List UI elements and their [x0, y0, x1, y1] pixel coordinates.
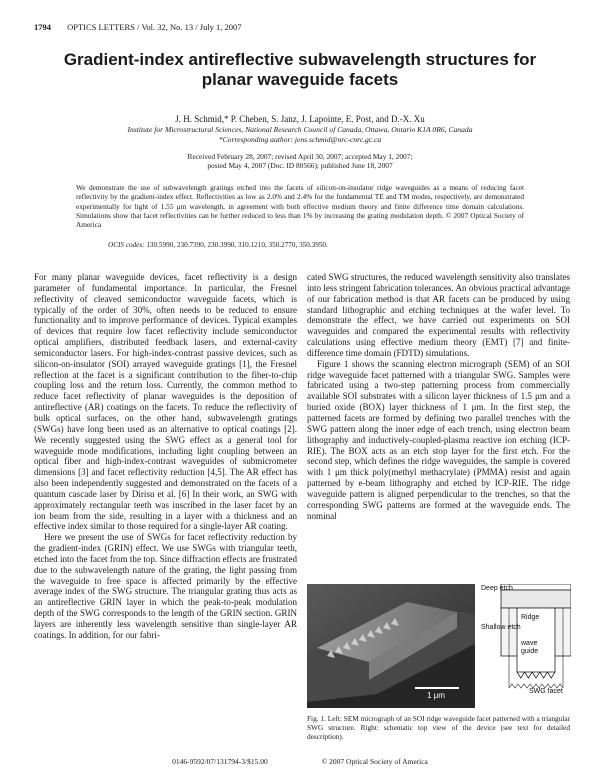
- received-line-1: Received February 28, 2007; revised April 30, 2007; accepted May 1, 2007;: [187, 152, 413, 161]
- ocis-values: 130.5990, 230.7390, 230.3990, 310.1210, 350.2770, 350.3950.: [146, 241, 328, 249]
- ridge-label: Ridge: [521, 614, 540, 621]
- received-line-2: posted May 4, 2007 (Doc. ID 80566); published June 18, 2007: [207, 161, 393, 171]
- waveguide-label: wave guide: [521, 640, 539, 655]
- left-column: [34, 272, 297, 641]
- body-paragraph: Here we present the use of SWGs for facet reflectivity reduction by the gradient-index (GRIN) effect. We use SWGs with triangular teeth, etched into the facet from the top. Since diffraction effects are frustrated due to the subwavelength nature of the grating, the light passing from the waveguide to free space is affected primarily by the effective average index of the SWG structure. The triangular grating thus acts as an antireflective GRIN layer in which the peak-to-peak modulation depth of the SWG corresponds to the length of the GRIN section. GRIN layers are inherently less wavelength sensitive than single-layer AR coatings. In addition, for our fabri-: [34, 532, 297, 640]
- affiliation-block: [40, 125, 560, 145]
- deep-etch-label: Deep etch: [481, 585, 513, 592]
- paper-title: Gradient-index antireflective subwavelength structures for planar waveguide facets: [63, 50, 537, 89]
- running-header: [34, 22, 566, 32]
- right-column: [307, 272, 570, 521]
- body-paragraph: Figure 1 shows the scanning electron micrograph (SEM) of an SOI ridge waveguide facet patterned with a triangular SWG. Samples were fabricated using a two-step patterning process from commercially available SOI substrates with a silicon layer thickness of 1.5 μm and a buried oxide (BOX) layer thickness of 1 μm. In the first step, the patterned facets are formed by defining two parallel trenches with the SWG pattern along the inner edge of each trench, using electron beam lithography and inductively-coupled-plasma reactive ion etching (ICP-RIE). The BOX acts as an etch stop layer for the first etch. For the second step, which defines the ridge waveguides, the sample is covered with 1 μm thick poly(methyl methacrylate) (PMMA) resist and again patterned by e-beam lithography and etched by ICP-RIE. The ridge waveguide pattern is aligned perpendicular to the trenches, so that the corresponding SWG patterns are formed at the waveguide ends. The nominal: [307, 358, 570, 521]
- author-list: J. H. Schmid,* P. Cheben, S. Janz, J. Lapointe, E. Post, and D.-X. Xu: [175, 114, 425, 124]
- body-paragraph: cated SWG structures, the reduced wavelength sensitivity also translates into less stringent fabrication tolerances. An obvious practical advantage of our fabrication method is that AR facets can be produced by using standard lithographic and etching techniques at the wafer level. To demonstrate the effect, we have carried out experiments on SOI waveguides and compared the experimental results with reflectivity calculations using effective medium theory (EMT) [7] and finite-difference time domain (FDTD) simulations.: [307, 272, 570, 358]
- publication-history: [60, 152, 540, 171]
- sem-image: [307, 584, 475, 708]
- swg-facet-label: SWG facet: [529, 688, 563, 695]
- body-paragraph: For many planar waveguide devices, facet reflectivity is a design parameter of fundamental importance. In particular, the Fresnel reflectivity of cleaved semiconductor waveguide facets, which is typically of the order of 30%, often needs to be reduced to ensure functionality and to improve performance of devices. Typical examples of devices that require low facet reflectivity include semiconductor optical amplifiers, distributed feedback lasers, and external-cavity semiconductor lasers. For high-index-contrast passive devices, such as silicon-on-insulator (SOI) arrayed waveguide gratings [1], the Fresnel reflection at the facet is a significant contribution to the fiber-to-chip coupling loss and the return loss. Currently, the common method to reduce facet reflectivity of planar waveguides is the deposition of antireflective (AR) coatings on the facets. To reduce the reflectivity of bulk optical surfaces, on the other hand, subwavelength gratings (SWGs) have long been used as an alternative to optical coatings [2]. We recently suggested using the SWG effect as a general tool for waveguide mode modifications, including light coupling between an optical fiber and high-index-contrast waveguides of submicrometer dimensions [3] and facet reflectivity reduction [4,5]. The AR effect has also been independently suggested and demonstrated on the facets of a quantum cascade laser by Dirisu et al. [6] In their work, an SWG with approximately rectangular teeth was inscribed in the laser facet by an ion beam from the side, resulting in a layer with a thickness and an effective index similar to those required for a single-layer AR coating.: [34, 272, 297, 532]
- corresponding-author: *Corresponding author: jens.schmid@nrc-cnrc.gc.ca: [218, 135, 382, 144]
- device-schematic: [479, 584, 571, 708]
- shallow-etch-label: Shallow etch: [481, 624, 521, 631]
- abstract: We demonstrate the use of subwavelength gratings etched into the facets of silicon-on-insulator ridge waveguides as a means of reducing facet reflectivity by the gradient-index effect. Reflectivities as low as 2.0% and 2.4% for the fundamental TE and TM modes, respectively, are demonstrated experimentally for light of 1.55 μm wavelength, in agreement with both effective medium theory and finite difference time domain calculations. Simulations show that facet reflectivities can be further reduced to less than 1% by increasing the grating modulation depth. © 2007 Optical Society of America: [76, 183, 524, 230]
- sem-micrograph: [307, 584, 475, 708]
- figure-caption: Fig. 1. Left: SEM micrograph of an SOI ridge waveguide facet patterned with a triangular SWG structure. Right: schematic top view of the device (see text for detailed description).: [307, 714, 570, 741]
- ocis-codes: [108, 241, 528, 249]
- ocis-label: OCIS codes:: [108, 241, 145, 249]
- scale-bar-label: 1 μm: [427, 691, 445, 700]
- affiliation: Institute for Microstructural Sciences, National Research Council of Canada, Ottawa, Ontario K1A 0R6, Canada: [127, 125, 473, 134]
- copyright-notice: © 2007 Optical Society of America: [321, 757, 428, 766]
- issn-code: 0146-9592/07/131794-3/$15.00: [172, 757, 268, 766]
- figure-1: [307, 582, 570, 707]
- journal-citation: OPTICS LETTERS / Vol. 32, No. 13 / July 1, 2007: [67, 22, 242, 32]
- page-number: 1794: [34, 22, 51, 32]
- page-footer: [34, 757, 566, 766]
